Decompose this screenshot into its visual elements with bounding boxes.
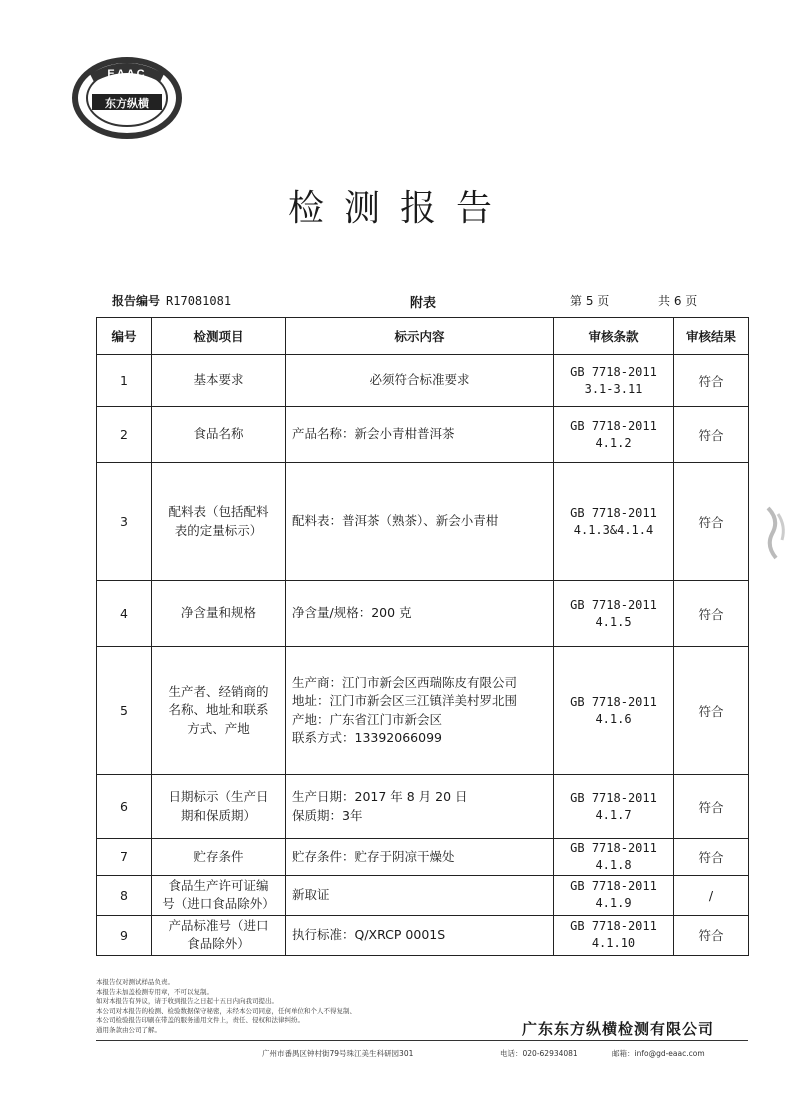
review-result: 符合 [674, 581, 749, 647]
review-clause-line: 4.1.8 [595, 857, 632, 872]
review-result: 符合 [674, 355, 749, 407]
table-row [97, 463, 749, 581]
inspection-item-line: 期和保质期） [180, 807, 256, 823]
label-content-line: 生产日期：2017 年 8 月 20 日 [292, 789, 468, 805]
inspection-item-line: 净含量和规格 [180, 605, 256, 621]
footer-divider [96, 1040, 748, 1041]
label-content-line: 新取证 [292, 887, 330, 903]
row-number: 7 [97, 839, 152, 876]
review-clause-line: 4.1.3&4.1.4 [573, 522, 654, 537]
review-clause-line: 4.1.7 [595, 807, 632, 822]
review-clause [554, 775, 674, 839]
inspection-item [152, 647, 286, 775]
footnote-line: 本公司检验报告印刷在带盖的服务通用文件上，责任、侵权和法律纠纷。 [96, 1016, 304, 1024]
inspection-item-line: 表的定量标示） [174, 522, 263, 538]
table-header-row [97, 318, 749, 355]
report-number [112, 292, 231, 309]
row-number: 8 [97, 875, 152, 915]
column-header: 检测项目 [152, 318, 286, 355]
inspection-item-line: 名称、地址和联系 [168, 702, 269, 718]
label-content [286, 839, 554, 876]
review-clause-line: GB 7718-2011 [570, 841, 657, 855]
report-number-label: 报告编号 [112, 294, 161, 308]
inspection-item-line: 贮存条件 [193, 848, 244, 864]
table-row [97, 355, 749, 407]
review-result: 符合 [674, 407, 749, 463]
label-content [286, 581, 554, 647]
eaac-seal-icon [70, 52, 184, 140]
label-content-line: 联系方式：13392066099 [292, 729, 442, 745]
review-clause [554, 915, 674, 955]
label-content [286, 647, 554, 775]
report-title: 检测报告 [287, 188, 512, 229]
company-email: 邮箱：info@gd-eaac.com [612, 1049, 705, 1058]
footnote-line: 本报告未加盖检测专用章，不可以复制。 [96, 987, 213, 996]
footnote-line: 如对本报告有异议，请于收到报告之日起十五日内向我司提出。 [96, 997, 278, 1005]
review-result: / [674, 875, 749, 915]
company-phone: 电话：020-62934081 [500, 1049, 578, 1058]
label-content-line: 地址：江门市新会区三江镇洋美村罗北围 [292, 693, 518, 709]
inspection-item [152, 581, 286, 647]
report-header [112, 292, 712, 310]
review-clause-line: GB 7718-2011 [570, 418, 657, 433]
inspection-item [152, 407, 286, 463]
label-content-line: 必须符合标准要求 [369, 372, 470, 388]
row-number: 1 [97, 355, 152, 407]
page-total: 共 6 页 [658, 294, 698, 308]
review-clause [554, 355, 674, 407]
column-header: 编号 [97, 318, 152, 355]
review-clause-line: 4.1.5 [595, 614, 632, 629]
label-content [286, 407, 554, 463]
review-result: 符合 [674, 463, 749, 581]
review-clause-line: GB 7718-2011 [570, 364, 657, 379]
label-content [286, 775, 554, 839]
svg-text:东方纵横: 东方纵横 [105, 97, 149, 110]
table-row [97, 915, 749, 955]
label-content-line: 净含量/规格：200 克 [292, 605, 412, 621]
review-clause [554, 581, 674, 647]
review-clause [554, 463, 674, 581]
review-clause-line: 4.1.10 [591, 936, 636, 951]
review-clause-line: GB 7718-2011 [570, 919, 657, 934]
inspection-item [152, 775, 286, 839]
review-clause-line: GB 7718-2011 [570, 505, 657, 520]
footnote-line: 本公司对本报告的检测、检验数据保守秘密，未经本公司同意，任何单位和个人不得复制、 [96, 1006, 356, 1015]
review-clause [554, 875, 674, 915]
label-content [286, 355, 554, 407]
label-content-line: 产地：广东省江门市新会区 [292, 711, 443, 727]
table-row [97, 839, 749, 876]
row-number: 6 [97, 775, 152, 839]
svg-text:EAAC: EAAC [107, 68, 147, 80]
footnote-line: 通用条款由公司了解。 [96, 1025, 161, 1034]
inspection-item-line: 生产者、经销商的 [168, 684, 269, 700]
report-number-value: R17081081 [166, 294, 232, 308]
company-name: 广东东方纵横检测有限公司 [522, 1020, 715, 1038]
label-content [286, 463, 554, 581]
row-number: 4 [97, 581, 152, 647]
inspection-item-line: 基本要求 [193, 372, 244, 388]
label-content [286, 875, 554, 915]
company-logo [70, 52, 184, 140]
review-clause-line: GB 7718-2011 [570, 879, 657, 894]
label-content-line: 执行标准：Q/XRCP 0001S [292, 927, 446, 943]
review-clause [554, 407, 674, 463]
review-clause [554, 839, 674, 876]
inspection-item-line: 号（进口食品除外） [162, 896, 275, 912]
table-row [97, 775, 749, 839]
inspection-item-line: 产品标准号（进口 [168, 917, 269, 933]
label-content-line: 产品名称：新会小青柑普洱茶 [292, 426, 455, 442]
column-header: 审核条款 [554, 318, 674, 355]
table-row [97, 407, 749, 463]
company-address: 广州市番禺区钟村街79号珠江美生科研园301 [262, 1049, 414, 1058]
table-row [97, 581, 749, 647]
inspection-item [152, 875, 286, 915]
label-content-line: 生产商：江门市新会区西瑞陈皮有限公司 [292, 675, 518, 691]
table-row [97, 875, 749, 915]
review-clause-line: GB 7718-2011 [570, 790, 657, 805]
review-result: 符合 [674, 775, 749, 839]
row-number: 5 [97, 647, 152, 775]
inspection-item-line: 日期标示（生产日 [168, 789, 269, 805]
row-number: 3 [97, 463, 152, 581]
row-number: 9 [97, 915, 152, 955]
label-content-line: 配料表：普洱茶（熟茶）、新会小青柑 [292, 513, 499, 529]
column-header: 审核结果 [674, 318, 749, 355]
review-clause-line: 4.1.2 [595, 435, 632, 450]
inspection-item-line: 食品除外） [187, 936, 250, 952]
inspection-item [152, 463, 286, 581]
review-clause-line: 4.1.9 [595, 896, 632, 911]
inspection-item [152, 839, 286, 876]
review-result: 符合 [674, 915, 749, 955]
review-clause-line: 3.1-3.11 [584, 381, 643, 396]
inspection-item-line: 食品名称 [193, 426, 244, 442]
inspection-table [96, 317, 749, 956]
page-number: 第 5 页 [570, 294, 610, 308]
review-result: 符合 [674, 839, 749, 876]
review-clause-line: GB 7718-2011 [570, 694, 657, 709]
label-content [286, 915, 554, 955]
review-clause-line: 4.1.6 [595, 711, 632, 726]
review-result: 符合 [674, 647, 749, 775]
inspection-item [152, 355, 286, 407]
inspection-item [152, 915, 286, 955]
review-clause [554, 647, 674, 775]
label-content-line: 贮存条件：贮存于阴凉干燥处 [292, 848, 455, 864]
report-footnotes [96, 978, 516, 1035]
table-row [97, 647, 749, 775]
footnote-line: 本报告仅对测试样品负责。 [96, 978, 174, 986]
attachment-label: 附表 [410, 296, 437, 311]
column-header: 标示内容 [286, 318, 554, 355]
inspection-item-line: 方式、产地 [187, 720, 250, 736]
page-edge-mark [762, 500, 792, 570]
inspection-item-line: 配料表（包括配料 [168, 504, 269, 520]
label-content-line: 保质期：3年 [292, 807, 363, 823]
inspection-item-line: 食品生产许可证编 [168, 877, 269, 893]
review-clause-line: GB 7718-2011 [570, 597, 657, 612]
row-number: 2 [97, 407, 152, 463]
